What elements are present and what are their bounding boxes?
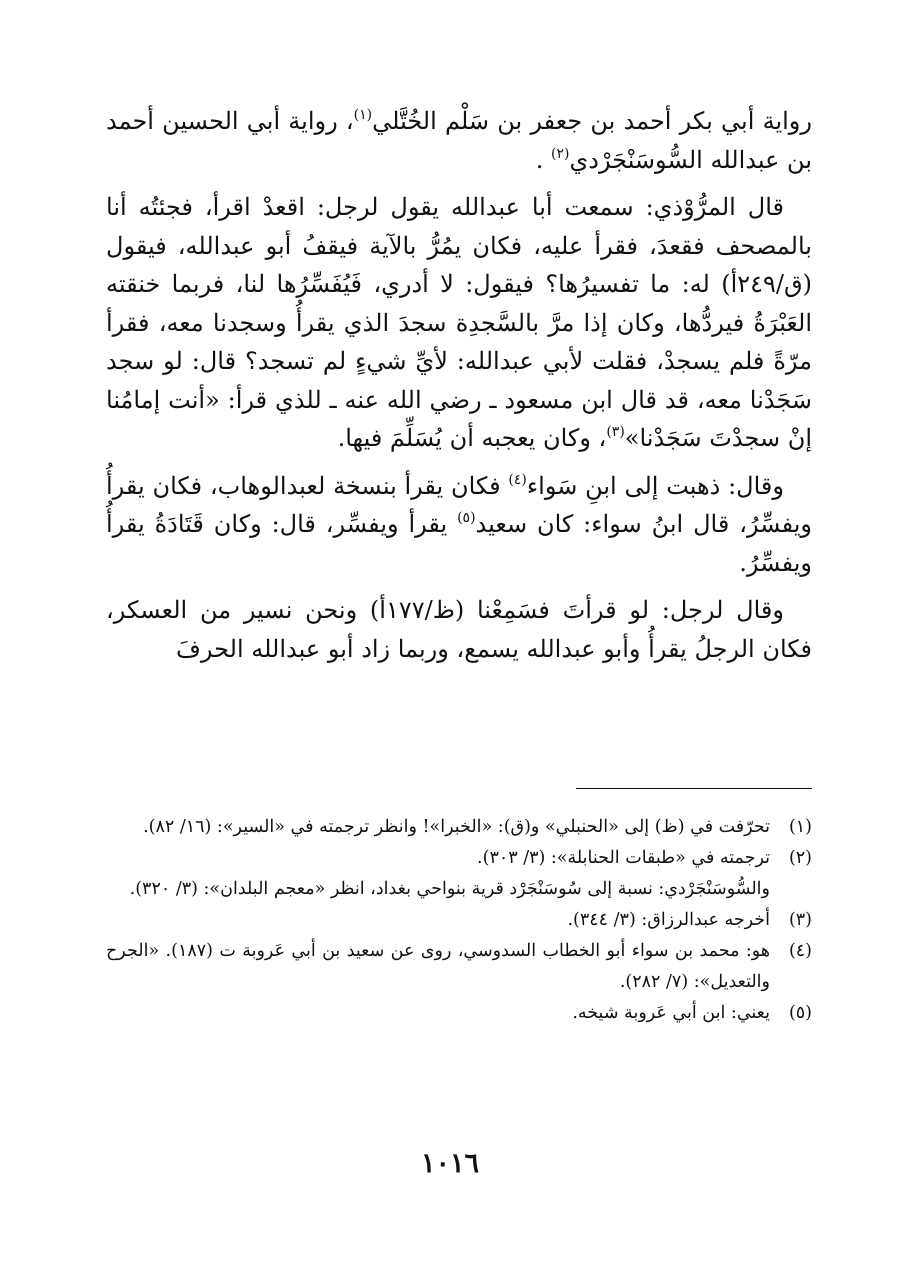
text-run: فكان يقرأ بنسخة لعبدالوهاب، فكان يقرأُ ويفسِّرُ، قال ابنُ سواء: كان سعيد: [106, 471, 813, 538]
footnote-number: (٥): [788, 1003, 812, 1023]
footnote-2-continuation: [106, 874, 812, 905]
footnote-text: أخرجه عبدالرزاق: (٣/ ٣٤٤).: [567, 910, 770, 930]
footnote-number: (٣): [788, 910, 812, 930]
footnote-ref-4: (٤): [508, 471, 527, 488]
footnote-divider: [576, 788, 812, 789]
footnote-number: (١): [788, 817, 812, 837]
paragraph-4: [106, 591, 812, 668]
footnote-ref-1: (١): [353, 107, 373, 123]
text-run: ، وكان يعجبه أن يُسَلِّمَ فيها.: [337, 424, 607, 452]
footnote-number: (٢): [788, 848, 812, 868]
text-run: قال المرُّوْذي: سمعت أبا عبدالله يقول لرجل: اقعدْ اقرأ، فجئتُه أنا بالمصحف فقعدَ، فقرأ عليه، فكان يمُرُّ بالآية فيقفُ أبو عبدالله، فيقول (ق/٢٤٩أ) له: ما تفسيرُها؟ فيقول: لا أدري، فَيُفَسِّرُها لنا، فربما خنقته العَبْرَةُ فيردُّها، وكان إذا مرَّ بالسَّجدِة سجدَ الذي يقرأُ وسجدنا معه، فقرأ مرّةً فلم يسجدْ، فقلت لأبي عبدالله: لأيِّ شيءٍ لم تسجد؟ قال: لو سجد سَجَدْنا معه، قد قال ابن مسعود ـ رضي الله عنه ـ للذي قرأ: «أنت إمامُنا إنْ سجدْتَ سَجَدْنا»: [106, 193, 812, 452]
footnote-2: [106, 843, 812, 874]
footnote-text: ترجمته في «طبقات الحنابلة»: (٣/ ٣٠٣).: [477, 848, 770, 868]
footnote-text: تحرّفت في (ظ) إلى «الحنبلي» و(ق): «الخبرا»! وانظر ترجمته في «السير»: (١٦/ ٨٢).: [143, 817, 770, 837]
footnote-number: [770, 874, 812, 905]
footnote-3: [106, 905, 812, 936]
text-run: ، رواية أبي الحسين أحمد بن عبدالله السُّوسَنْجَرْدي: [106, 107, 812, 174]
footnote-number: (٤): [788, 941, 812, 961]
text-run: وقال: ذهبت إلى ابنِ سَواء: [526, 471, 784, 500]
footnote-5: [106, 998, 812, 1029]
footnote-text: والسُّوسَنْجَرْدي: نسبة إلى سُوسَنْجَرْد قرية بنواحي بغداد، انظر «معجم البلدان»: (٣/ ٣٢٠).: [129, 879, 770, 899]
paragraph-1: [106, 102, 812, 179]
footnote-4: [106, 936, 812, 998]
text-run: .: [535, 145, 552, 174]
page-number: ١٠١٦: [420, 1148, 479, 1179]
text-run: رواية أبي بكر أحمد بن جعفر بن سَلْم الخُتَّلي: [372, 107, 812, 135]
footnote-ref-5: (٥): [457, 510, 476, 526]
paragraph-3: [106, 467, 812, 583]
footnote-text: هو: محمد بن سواء أبو الخطاب السدوسي، روى عن سعيد بن أبي عَروبة ت (١٨٧). «الجرح والتعديل»: (٧/ ٢٨٢).: [106, 941, 770, 992]
main-text: [106, 102, 812, 677]
footnote-text: يعني: ابن أبي عَروبة شيخه.: [572, 1003, 770, 1023]
footnote-ref-3: (٣): [606, 424, 625, 440]
footnote-1: [106, 812, 812, 843]
text-run: وقال لرجل: لو قرأتَ فسَمِعْنا (ظ/١٧٧أ) ونحن نسير من العسكر، فكان الرجلُ يقرأُ وأبو عبدالله يسمع، وربما زاد أبو عبدالله الحرفَ: [106, 596, 812, 663]
paragraph-2: [106, 188, 812, 458]
text-run: يقرأ ويفسِّر، قال: وكان قَتَادَةُ يقرأُ ويفسِّرُ.: [106, 510, 812, 577]
footnote-ref-2: (٢): [551, 145, 570, 162]
footnotes: [106, 812, 812, 1029]
